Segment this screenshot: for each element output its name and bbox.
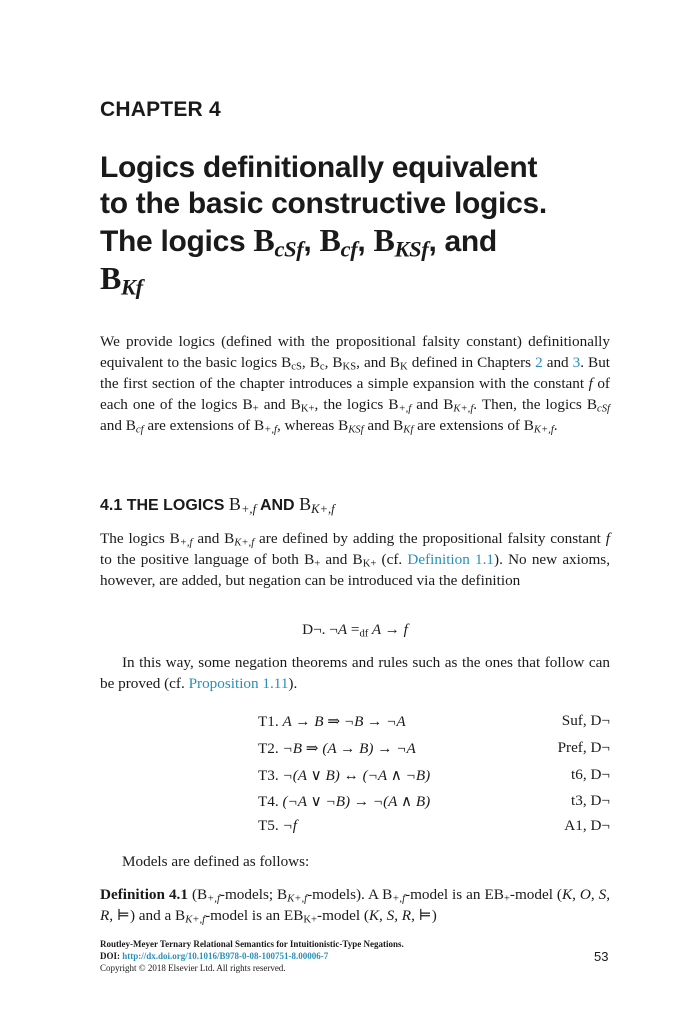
theorem-row: T3. ¬(A ∨ B) ↔ (¬A ∧ ¬B) t6, D¬ <box>258 766 610 784</box>
definition-1-1-link[interactable]: Definition 1.1 <box>407 551 495 568</box>
title-line-4: $B_{Kf}$ <box>100 260 143 300</box>
theorem-row: T5. ¬f A1, D¬ <box>258 817 610 834</box>
title-line-1: Logics definitionally equivalent <box>100 151 538 184</box>
definition-4-1: Definition 4.1 ($B_{+,f}$-models; $B_{K+,f}-models$). A $B_{+,f}$-model is an $EB_+$-model (K, O, S, R, ⊨) and a $B_{K+,f}$-model is an $EB_{K+}$-model (K, S, R, ⊨) <box>100 886 611 926</box>
footer <box>100 938 520 974</box>
theorem-row: T4. (¬A ∨ ¬B) → ¬(A ∧ B) t3, D¬ <box>258 792 610 810</box>
doi-link[interactable]: http://dx.doi.org/10.1016/B978-0-08-100751-8.00006-7 <box>122 951 329 961</box>
chapter-2-link[interactable]: 2 <box>535 354 543 371</box>
copyright: Copyright © 2018 Elsevier Ltd. All rights reserved. <box>100 963 286 973</box>
title-line-2: to the basic constructive logics. <box>100 187 547 220</box>
section-paragraph: The logics $B_{+,f}$ and $B_{K+,f}$ are defined by adding the propositional falsity constant f to the positive language of both $B_+$ and $B_{K+}$ (cf. Definition 1.1). No new axioms, however, are added, but negation can be introduced via the definition <box>100 530 610 589</box>
doi-line: DOI: http://dx.doi.org/10.1016/B978-0-08-100751-8.00006-7 <box>100 951 329 961</box>
models-intro: Models are defined as follows: <box>122 853 310 870</box>
theorem-row: T2. ¬B ⇒ (A → B) → ¬A Pref, D¬ <box>258 739 610 757</box>
page-number: 53 <box>594 949 609 964</box>
theorems-intro-paragraph: In this way, some negation theorems and rules such as the ones that follow can be proved (cf. Proposition 1.11). <box>100 654 610 692</box>
proposition-1-11-link[interactable]: Proposition 1.11 <box>188 675 289 692</box>
chapter-3-link[interactable]: 3 <box>572 354 581 371</box>
title-line-3: The logics $B_{cSf}$, $B_{cf}$, $B_{KSf}$, and <box>100 222 497 262</box>
negation-definition: D¬. ¬A $=_{df}$ A → f <box>302 621 408 640</box>
theorem-row: T1. A → B ⇒ ¬B → ¬A Suf, D¬ <box>258 712 610 730</box>
section-heading: 4.1 THE LOGICS $B_{+,f}$ AND $B_{K+,f}$ <box>100 494 335 517</box>
book-title: Routley-Meyer Ternary Relational Semantics for Intuitionistic-Type Negations. <box>100 939 404 949</box>
intro-paragraph: We provide logics (defined with the propositional falsity constant) definitionally equivalent to the basic logics $B_{cS}$, $B_c$, $B_{KS}$, and $B_K$ defined in Chapters 2 and 3. But the first section of the chapter introduces a simple expansion with the constant f of each one of the logics $B_+$ and $B_{K+}$, the logics $B_{+,f}$ and $B_{K+,f}$. Then, the logics $B_{cSf}$ and $B_{cf}$ are extensions of $B_{+,f}$, whereas $B_{KSf}$ and $B_{Kf}$ are extensions of $B_{K+,f}$. <box>100 333 611 436</box>
chapter-label: CHAPTER 4 <box>100 98 221 121</box>
chapter-title <box>100 150 620 298</box>
